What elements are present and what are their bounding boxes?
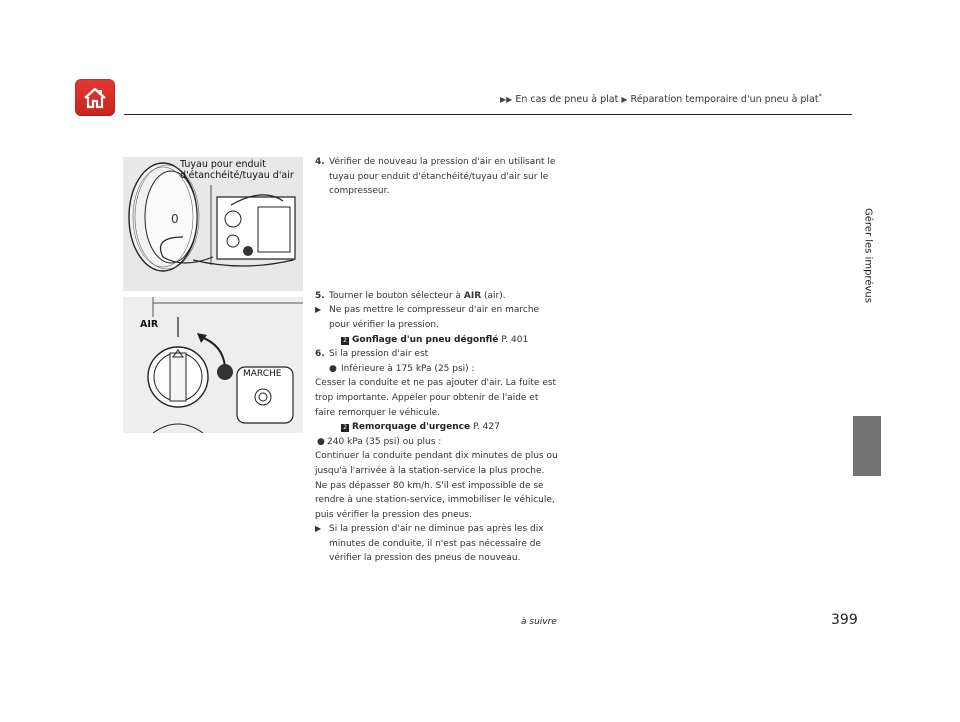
chevron-right-icon: ▶▶ xyxy=(500,95,513,105)
air-keyword: AIR xyxy=(463,290,482,301)
note-text: Si la pression d'air ne diminue pas après les dix minutes de conduite, il n'est pas nécessaire de vérifier la pression des pneus de nouveau. xyxy=(329,524,544,564)
hose-callout-label: Tuyau pour enduit d'étanchéité/tuyau d'air xyxy=(180,159,294,181)
step-5-note xyxy=(315,303,558,332)
instructions xyxy=(315,155,558,566)
bullet-low-explanation: Cesser la conduite et ne pas ajouter d'air. La fuite est trop importante. Appeler pour obtenir de l'aide et faire remorquer le véhicule. xyxy=(315,378,557,418)
chevron-right-icon: ▶ xyxy=(621,95,628,105)
reference-link-towing[interactable] xyxy=(315,420,558,435)
reference-title[interactable]: Remorquage d'urgence xyxy=(352,422,471,433)
figure-selector-knob xyxy=(123,297,303,433)
continued-label: à suivre xyxy=(521,617,557,627)
step-6 xyxy=(315,347,558,362)
section-tab-marker[interactable] xyxy=(853,416,881,476)
page-number: 399 xyxy=(831,612,858,628)
step-text: Tourner le bouton sélecteur à xyxy=(329,290,464,301)
step-text-end: (air). xyxy=(481,290,506,301)
selector-knob-illustration xyxy=(123,297,303,433)
bullet-ok-pressure xyxy=(315,435,558,450)
air-label: AIR xyxy=(140,319,159,330)
bullet-low-pressure xyxy=(315,362,558,377)
step-number: 6. xyxy=(315,349,325,360)
reference-page: P. 427 xyxy=(470,422,500,433)
reference-link-inflate[interactable] xyxy=(315,333,558,348)
bullet-dot: ● xyxy=(317,436,325,447)
home-icon xyxy=(82,86,108,110)
reference-icon: 2 xyxy=(341,337,349,345)
arrow-right-icon: ▶ xyxy=(315,305,322,315)
svg-text:0: 0 xyxy=(171,212,179,226)
reference-title[interactable]: Gonflage d'un pneu dégonflé xyxy=(352,334,499,345)
step-text: Vérifier de nouveau la pression d'air en utilisant le tuyau pour enduit d'étanchéité/tuyau d'air sur le compresseur. xyxy=(329,157,556,197)
step-number: 4. xyxy=(315,157,325,167)
reference-page: P. 401 xyxy=(498,334,529,345)
footnote-asterisk: * xyxy=(818,93,822,100)
step-5 xyxy=(315,289,558,304)
breadcrumb-link-flat-tire[interactable]: En cas de pneu à plat xyxy=(515,94,619,106)
breadcrumb-current: Réparation temporaire d'un pneu à plat xyxy=(630,94,819,106)
step-number: 5. xyxy=(315,290,325,301)
final-note xyxy=(315,522,558,566)
home-button[interactable] xyxy=(75,79,115,116)
step-4 xyxy=(315,155,558,199)
marche-label: MARCHE xyxy=(243,369,282,379)
arrow-right-icon: ▶ xyxy=(315,524,322,534)
figure-compressor-hose xyxy=(123,157,303,291)
step-text: Si la pression d'air est xyxy=(329,349,429,360)
header-divider xyxy=(124,114,852,115)
bullet-ok-explanation: Continuer la conduite pendant dix minutes de plus ou jusqu'à l'arrivée à la station-service la plus proche. Ne pas dépasser 80 km/h. S'il est impossible de se rendre à une station-service, immobiliser le véhicule, puis vérifier la pression des pneus. xyxy=(315,451,558,520)
bullet-text: Inférieure à 175 kPa (25 psi) : xyxy=(341,363,475,374)
bullet-text: 240 kPa (35 psi) ou plus : xyxy=(327,436,442,447)
section-side-label: Gérer les imprévus xyxy=(862,207,874,303)
bullet-dot: ● xyxy=(329,363,337,374)
reference-icon: 2 xyxy=(341,424,349,432)
note-text: Ne pas mettre le compresseur d'air en marche pour vérifier la pression. xyxy=(329,305,540,330)
breadcrumb xyxy=(500,93,822,105)
